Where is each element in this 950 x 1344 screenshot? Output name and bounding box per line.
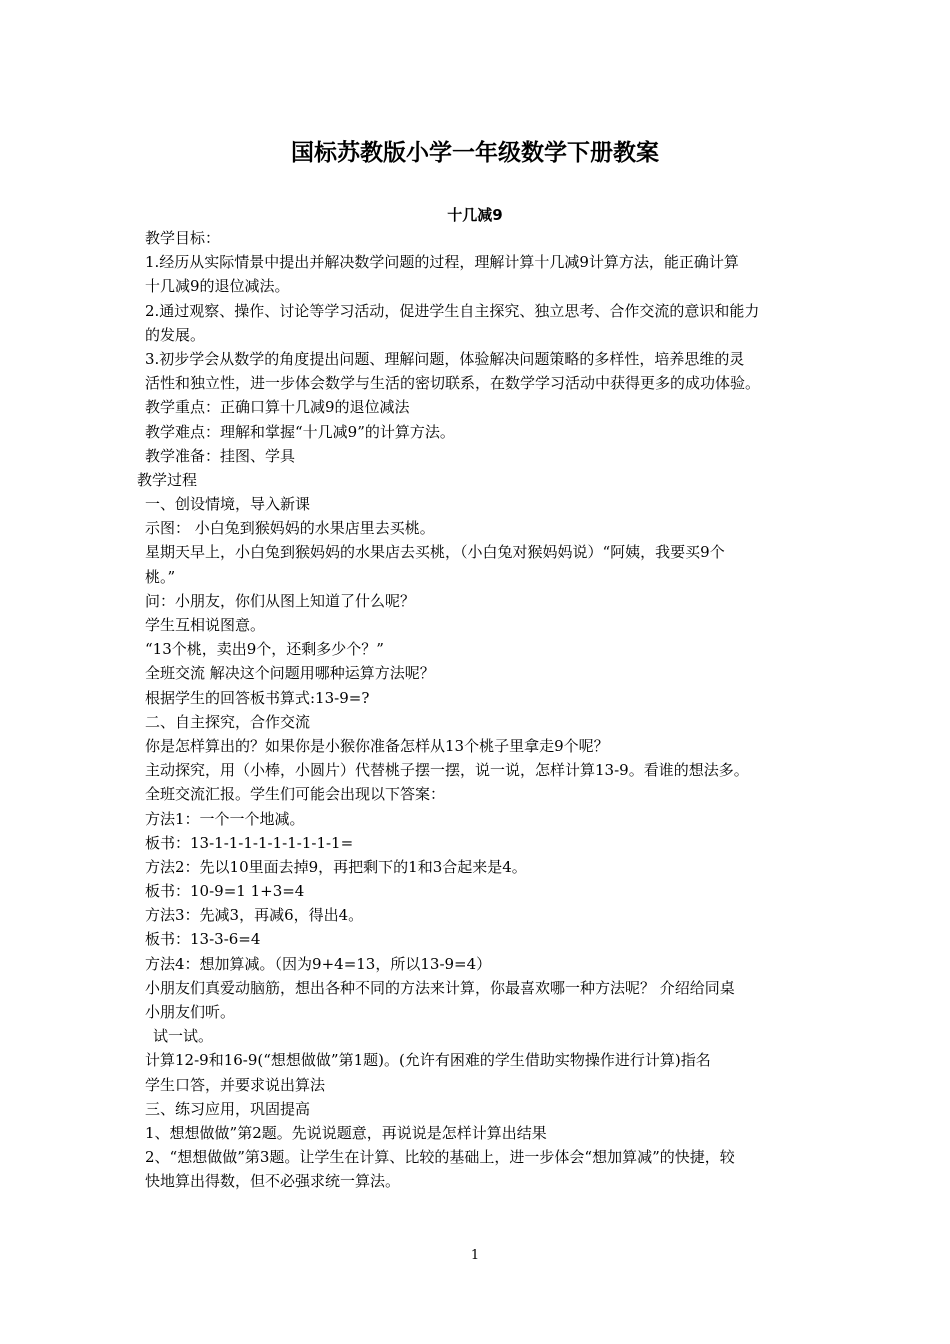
body-line: 教学准备：挂图、学具 <box>145 446 296 465</box>
body-line: 板书：13-1-1-1-1-1-1-1-1-1= <box>145 833 354 852</box>
body-line: 快地算出得数，但不必强求统一算法。 <box>145 1172 401 1191</box>
body-line: 试一试。 <box>153 1027 214 1046</box>
body-line: 主动探究，用（小棒，小圆片）代替桃子摆一摆，说一说，怎样计算13-9。看谁的想法多。 <box>145 761 749 780</box>
body-line: 学生互相说图意。 <box>145 616 266 634</box>
body-line: 计算12-9和16-9(“想想做做”第1题)。(允许有困难的学生借助实物操作进行计算)指名 <box>145 1051 711 1070</box>
body-line: 问：小朋友，你们从图上知道了什么呢？ <box>145 591 416 610</box>
page-number: 1 <box>470 1248 480 1263</box>
body-line: 十几减9的退位减法。 <box>145 277 290 296</box>
document-title: 国标苏教版小学一年级数学下册教案 <box>291 140 659 166</box>
body-line: 活性和独立性，进一步体会数学与生活的密切联系，在数学学习活动中获得更多的成功体验。 <box>145 374 761 393</box>
body-line: 二、自主探究，合作交流 <box>145 712 311 731</box>
body-line: 方法4：想加算减。（因为9+4=13，所以13-9=4） <box>145 954 492 973</box>
body-line: 板书：13-3-6=4 <box>145 930 261 949</box>
body-line: 你是怎样算出的？如果你是小猴你准备怎样从13个桃子里拿走9个呢？ <box>145 736 609 755</box>
body-line: 方法3：先减3，再减6，得出4。 <box>145 906 364 925</box>
body-line: 教学难点：理解和掌握“十几减9”的计算方法。 <box>145 422 455 441</box>
body-line: 星期天早上，小白兔到猴妈妈的水果店去买桃，（小白兔对猴妈妈说）“阿姨，我要买9个 <box>145 543 725 562</box>
body-line: 2、“想想做做”第3题。让学生在计算、比较的基础上，进一步体会“想加算减”的快捷，较 <box>145 1148 735 1167</box>
body-line: 一、创设情境，导入新课 <box>145 495 311 514</box>
body-line: 桃。” <box>145 567 176 586</box>
body-line: 方法2：先以10里面去掉9，再把剩下的1和3合起来是4。 <box>145 857 527 876</box>
body-line: 2.通过观察、操作、讨论等学习活动，促进学生自主探究、独立思考、合作交流的意识和能力 <box>145 301 760 320</box>
body-line: 根据学生的回答板书算式:13-9=? <box>145 688 370 707</box>
body-line: 的发展。 <box>145 325 206 344</box>
body-line: 小朋友们听。 <box>145 1003 236 1021</box>
body-line: 示图： 小白兔到猴妈妈的水果店里去买桃。 <box>145 519 435 538</box>
body-line: 学生口答，并要求说出算法 <box>145 1075 326 1094</box>
body-line: 3.初步学会从数学的角度提出问题、理解问题，体验解决问题策略的多样性，培养思维的灵 <box>145 349 745 368</box>
body-line: 1.经历从实际情景中提出并解决数学问题的过程，理解计算十几减9计算方法，能正确计算 <box>145 253 739 272</box>
body-line: 方法1：一个一个地减。 <box>145 809 305 828</box>
body-line: 1、想想做做”第2题。先说说题意，再说说是怎样计算出结果 <box>145 1123 547 1142</box>
body-line: “13个桃，卖出9个，还剩多少个？” <box>145 640 384 659</box>
lesson-subtitle: 十几减9 <box>447 206 503 224</box>
document-body <box>0 226 950 1194</box>
body-line: 小朋友们真爱动脑筋，想出各种不同的方法来计算，你最喜欢哪一种方法呢？ 介绍给同桌 <box>145 978 735 997</box>
body-line: 三、练习应用，巩固提高 <box>145 1099 311 1118</box>
body-line: 板书：10-9=1 1+3=4 <box>145 882 305 901</box>
section-heading: 教学过程 <box>137 470 198 489</box>
body-line: 教学重点：正确口算十几减9的退位减法 <box>145 398 410 417</box>
body-line: 全班交流汇报。学生们可能会出现以下答案： <box>145 785 446 804</box>
body-line: 教学目标： <box>145 229 221 247</box>
body-line: 全班交流 解决这个问题用哪种运算方法呢？ <box>145 664 435 683</box>
